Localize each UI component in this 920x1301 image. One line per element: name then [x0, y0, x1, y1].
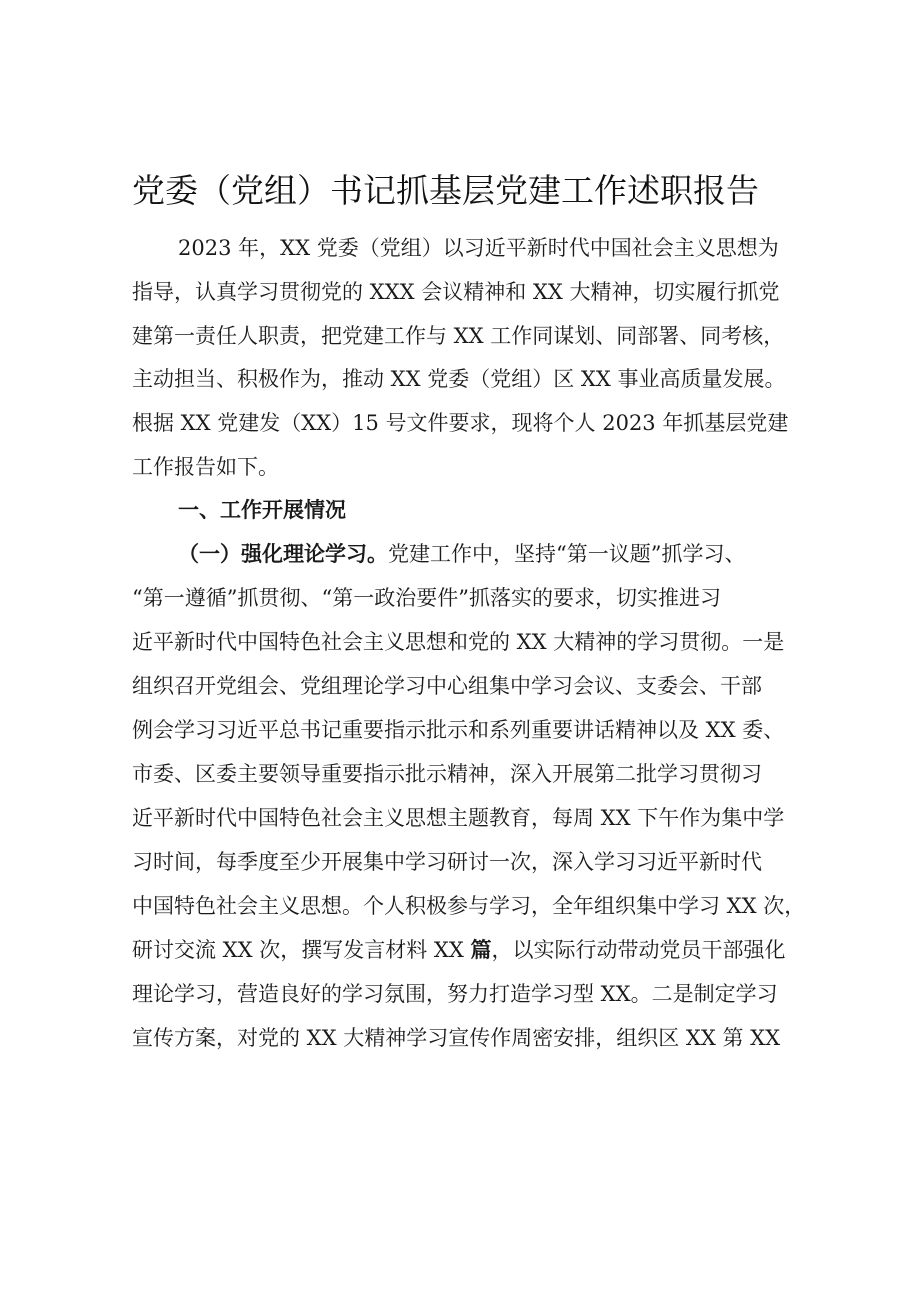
paragraph-line: 宣传方案，对党的 XX 大精神学习宣传作周密安排，组织区 XX 第 XX	[132, 1026, 781, 1050]
paragraph-line: 根据 XX 党建发（XX）15 号文件要求，现将个人 2023 年抓基层党建	[132, 411, 789, 435]
paragraph-line: 主动担当、积极作为，推动 XX 党委（党组）区 XX 事业高质量发展。	[132, 367, 786, 391]
paragraph-text: ，以实际行动带动党员干部强化	[491, 938, 786, 962]
paragraph-text: 党建工作中，坚持“第一议题”抓学习、	[388, 542, 746, 566]
document-title: 党委（党组）书记抓基层党建工作述职报告	[132, 171, 759, 210]
paragraph-line: 近平新时代中国特色社会主义思想主题教育，每周 XX 下午作为集中学	[132, 806, 785, 830]
paragraph-line	[132, 935, 786, 965]
paragraph-line: 工作报告如下。	[132, 455, 279, 479]
paragraph-line: 市委、区委主要领导重要指示批示精神，深入开展第二批学习贯彻习	[132, 762, 762, 786]
section-heading: 一、工作开展情况	[178, 497, 346, 522]
paragraph-line	[178, 539, 745, 569]
paragraph-line: 例会学习习近平总书记重要指示批示和系列重要讲话精神以及 XX 委、	[132, 718, 785, 742]
paragraph-line: 中国特色社会主义思想。个人积极参与学习，全年组织集中学习 XX 次，	[132, 894, 806, 918]
paragraph-line: 理论学习，营造良好的学习氛围，努力打造学习型 XX。二是制定学习	[132, 982, 778, 1006]
bold-word: 篇	[470, 937, 492, 962]
subsection-heading: （一）强化理论学习。	[178, 541, 388, 566]
paragraph-line: 指导，认真学习贯彻党的 XXX 会议精神和 XX 大精神，切实履行抓党	[132, 280, 780, 304]
paragraph-text: 研讨交流 XX 次，撰写发言材料 XX	[132, 938, 471, 962]
paragraph-line: 习时间，每季度至少开展集中学习研讨一次，深入学习习近平新时代	[132, 850, 762, 874]
paragraph-line: 建第一责任人职责，把党建工作与 XX 工作同谋划、同部署、同考核，	[132, 324, 785, 348]
paragraph-line: “第一遵循”抓贯彻、“第一政治要件”抓落实的要求，切实推进习	[132, 586, 721, 610]
paragraph-line: 近平新时代中国特色社会主义思想和党的 XX 大精神的学习贯彻。一是	[132, 630, 785, 654]
paragraph-line: 2023 年，XX 党委（党组）以习近平新时代中国社会主义思想为	[178, 236, 779, 260]
paragraph-line: 组织召开党组会、党组理论学习中心组集中学习会议、支委会、干部	[132, 674, 762, 698]
